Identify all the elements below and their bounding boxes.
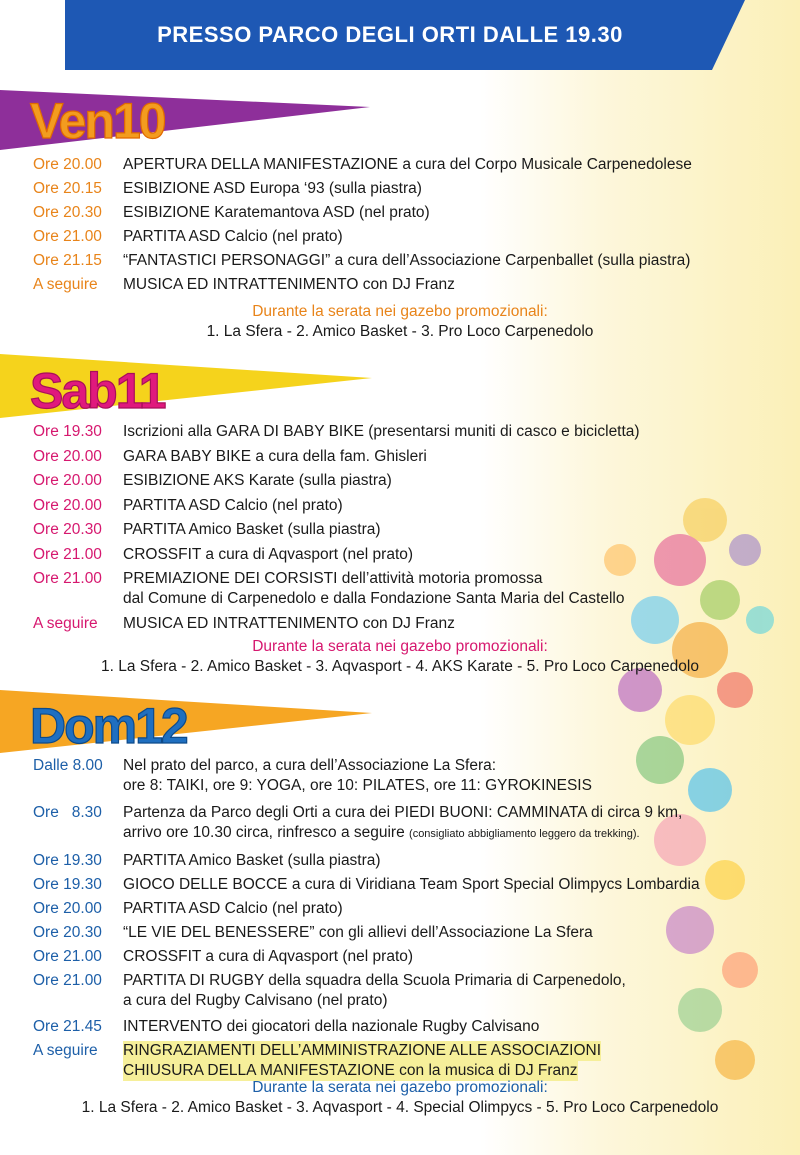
event-time: Ore 20.00	[33, 472, 102, 489]
day-title-dom12: Dom12	[30, 698, 187, 754]
event-desc-line: ore 8: TAIKI, ore 9: YOGA, ore 10: PILATES, ore 11: GYROKINESIS	[123, 777, 592, 794]
event-desc	[123, 569, 793, 614]
event-time: Dalle 8.00	[33, 757, 103, 774]
event-desc: ESIBIZIONE Karatemantova ASD (nel prato)	[123, 204, 430, 221]
event-time: A seguire	[33, 1042, 98, 1059]
event-row	[33, 803, 793, 851]
event-time: Ore 21.15	[33, 252, 102, 269]
event-desc: ESIBIZIONE ASD Europa ‘93 (sulla piastra)	[123, 180, 422, 197]
event-desc-line: PARTITA DI RUGBY della squadra della Scuola Primaria di Carpenedolo,	[123, 972, 626, 989]
banner-title: PRESSO PARCO DEGLI ORTI DALLE 19.30	[157, 22, 623, 47]
event-row	[33, 447, 793, 472]
event-desc-line-highlight: RINGRAZIAMENTI DELL’AMMINISTRAZIONE ALLE ASSOCIAZIONI	[123, 1042, 602, 1059]
promo-sab11	[0, 637, 800, 677]
event-desc: “LE VIE DEL BENESSERE” con gli allievi dell’Associazione La Sfera	[123, 924, 593, 941]
event-row	[33, 179, 793, 203]
event-time: Ore 21.00	[33, 228, 102, 245]
event-row	[33, 1017, 793, 1041]
event-row	[33, 947, 793, 971]
event-row	[33, 569, 793, 614]
event-row	[33, 614, 793, 638]
event-desc: PARTITA Amico Basket (sulla piastra)	[123, 521, 381, 538]
event-time: Ore 19.30	[33, 423, 102, 440]
promo-ven10	[0, 302, 800, 342]
event-desc-line: dal Comune di Carpenedolo e dalla Fondazione Santa Maria del Castello	[123, 590, 625, 607]
event-row	[33, 923, 793, 947]
event-desc: PARTITA ASD Calcio (nel prato)	[123, 496, 343, 514]
event-desc: Iscrizioni alla GARA DI BABY BIKE (presentarsi muniti di casco e bicicletta)	[123, 423, 640, 440]
event-row	[33, 520, 793, 545]
event-desc: GARA BABY BIKE a cura della fam. Ghisleri	[123, 447, 427, 465]
event-time: Ore 20.30	[33, 924, 102, 941]
event-desc-line-highlight: CHIUSURA DELLA MANIFESTAZIONE con la musica di DJ Franz	[123, 1062, 578, 1079]
event-time: Ore 21.00	[33, 570, 102, 587]
event-row	[33, 275, 793, 299]
event-time: Ore 20.00	[33, 900, 102, 917]
event-time: Ore 20.00	[33, 156, 102, 173]
event-time: Ore 21.00	[33, 948, 102, 965]
event-desc-line-with-note	[123, 823, 793, 844]
event-row	[33, 203, 793, 227]
event-row	[33, 545, 793, 570]
event-time: Ore 19.30	[33, 852, 102, 869]
day-title-sab11: Sab11	[30, 363, 165, 419]
event-desc-text: arrivo ore 10.30 circa, rinfresco a seguire	[123, 824, 405, 841]
event-time: Ore 20.30	[33, 204, 102, 221]
event-desc: PARTITA ASD Calcio (nel prato)	[123, 900, 343, 917]
event-time: Ore 21.45	[33, 1018, 102, 1035]
event-desc-line: Partenza da Parco degli Orti a cura dei PIEDI BUONI: CAMMINATA di circa 9 km,	[123, 804, 683, 821]
schedule-sab11	[33, 422, 793, 638]
event-desc	[123, 756, 793, 803]
event-row	[33, 422, 793, 447]
event-desc-line: a cura del Rugby Calvisano (nel prato)	[123, 992, 388, 1009]
promo-title: Durante la serata nei gazebo promozionali:	[252, 303, 548, 320]
event-time: Ore 20.00	[33, 447, 102, 465]
event-row	[33, 251, 793, 275]
event-desc: CROSSFIT a cura di Aqvasport (nel prato)	[123, 545, 414, 563]
event-desc: MUSICA ED INTRATTENIMENTO con DJ Franz	[123, 615, 455, 632]
event-desc: APERTURA DELLA MANIFESTAZIONE a cura del Corpo Musicale Carpenedolese	[123, 156, 692, 173]
event-desc: PARTITA ASD Calcio (nel prato)	[123, 228, 343, 245]
event-time: Ore 21.00	[33, 972, 102, 989]
event-row	[33, 971, 793, 1017]
promo-dom12	[0, 1078, 800, 1118]
event-row	[33, 875, 793, 899]
event-desc: “FANTASTICI PERSONAGGI” a cura dell’Associazione Carpenballet (sulla piastra)	[123, 252, 691, 269]
event-row	[33, 851, 793, 875]
event-time: Ore 8.30	[33, 804, 102, 821]
event-desc: ESIBIZIONE AKS Karate (sulla piastra)	[123, 472, 392, 489]
event-time: Ore 19.30	[33, 876, 102, 893]
event-time: Ore 20.00	[33, 496, 102, 514]
schedule-dom12	[33, 756, 793, 1085]
event-desc: CROSSFIT a cura di Aqvasport (nel prato)	[123, 948, 414, 965]
event-desc: MUSICA ED INTRATTENIMENTO con DJ Franz	[123, 276, 455, 293]
promo-list: 1. La Sfera - 2. Amico Basket - 3. Pro Loco Carpenedolo	[206, 323, 594, 340]
event-row	[33, 496, 793, 521]
event-note: (consigliato abbigliamento leggero da trekking).	[409, 828, 640, 840]
event-desc-line: Nel prato del parco, a cura dell’Associazione La Sfera:	[123, 757, 497, 774]
event-time: Ore 21.00	[33, 545, 102, 563]
promo-list: 1. La Sfera - 2. Amico Basket - 3. Aqvasport - 4. AKS Karate - 5. Pro Loco Carpenedolo	[101, 658, 699, 675]
day-title-ven10: Ven10	[30, 93, 165, 149]
event-desc: PARTITA Amico Basket (sulla piastra)	[123, 852, 381, 869]
event-time: Ore 20.30	[33, 521, 102, 538]
event-row	[33, 227, 793, 251]
event-desc-line: PREMIAZIONE DEI CORSISTI dell’attività motoria promossa	[123, 570, 543, 587]
promo-title: Durante la serata nei gazebo promozionali:	[252, 1079, 548, 1096]
event-desc: INTERVENTO dei giocatori della nazionale Rugby Calvisano	[123, 1018, 540, 1035]
schedule-ven10	[33, 155, 793, 299]
event-row	[33, 899, 793, 923]
promo-list: 1. La Sfera - 2. Amico Basket - 3. Aqvasport - 4. Special Olimpycs - 5. Pro Loco Carpenedolo	[81, 1099, 719, 1116]
event-row	[33, 155, 793, 179]
event-desc	[123, 971, 793, 1017]
event-time: Ore 20.15	[33, 180, 102, 197]
event-time: A seguire	[33, 276, 98, 293]
event-desc	[123, 803, 793, 851]
event-time: A seguire	[33, 615, 98, 632]
event-row	[33, 471, 793, 496]
promo-title: Durante la serata nei gazebo promozionali:	[252, 638, 548, 655]
event-row	[33, 756, 793, 803]
event-desc: GIOCO DELLE BOCCE a cura di Viridiana Team Sport Special Olimpycs Lombardia	[123, 876, 700, 893]
